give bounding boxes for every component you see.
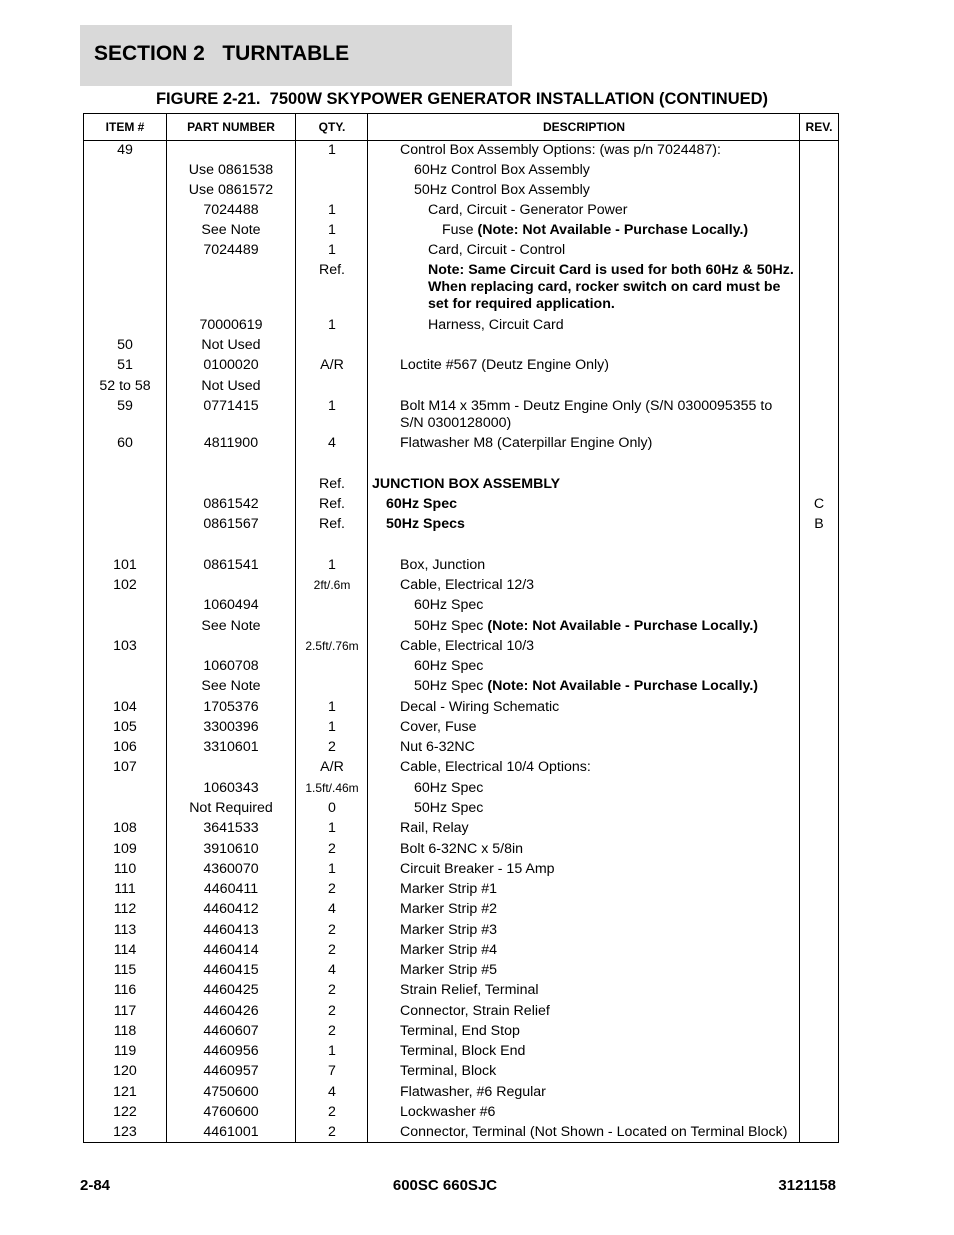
description-text: Cable, Electrical 12/3: [400, 577, 535, 593]
description-text: Strain Relief, Terminal: [400, 982, 539, 998]
description-text: Marker Strip #1: [400, 881, 497, 897]
description-text: Marker Strip #2: [400, 901, 497, 917]
item-number-cell: 103: [113, 638, 137, 654]
description-text: 60Hz Spec: [414, 658, 484, 674]
description-cell: [400, 759, 798, 776]
qty-cell: 4: [328, 435, 336, 451]
description-text: Loctite #567 (Deutz Engine Only): [400, 357, 609, 373]
column-divider: [799, 114, 800, 1142]
qty-cell: 1: [328, 142, 336, 158]
item-number-cell: 117: [113, 1003, 137, 1019]
qty-cell: 2: [328, 881, 336, 897]
qty-cell: 1: [328, 317, 336, 333]
description-text: Cover, Fuse: [400, 719, 477, 735]
qty-cell: 1: [328, 242, 336, 258]
item-number-cell: 108: [113, 820, 137, 836]
section-header-banner: [80, 25, 512, 86]
section-title: SECTION 2 TURNTABLE: [94, 42, 350, 65]
description-cell: [400, 1023, 798, 1040]
description-cell: [400, 398, 798, 432]
part-number-cell: See Note: [201, 618, 261, 634]
qty-cell: 2: [328, 942, 336, 958]
part-number-cell: Not Required: [189, 800, 273, 816]
description-text: Terminal, End Stop: [400, 1023, 520, 1039]
qty-cell: 4: [328, 1084, 336, 1100]
description-note: 50Hz Specs: [386, 516, 465, 532]
description-cell: [400, 435, 798, 452]
description-cell: [414, 618, 798, 635]
part-number-cell: 1060494: [203, 597, 259, 613]
item-number-cell: 116: [113, 982, 137, 998]
part-number-cell: 4461001: [203, 1124, 259, 1140]
description-cell: [428, 317, 798, 334]
description-cell: [414, 800, 798, 817]
item-number-cell: 113: [113, 922, 137, 938]
description-cell: [400, 962, 798, 979]
item-number-cell: 60: [117, 435, 133, 451]
description-text: 60Hz Control Box Assembly: [414, 162, 590, 178]
item-number-cell: 120: [113, 1063, 137, 1079]
qty-cell: 2: [328, 739, 336, 755]
parts-table: [83, 113, 839, 1143]
part-number-cell: Use 0861538: [188, 162, 274, 178]
description-cell: [400, 881, 798, 898]
description-cell: [400, 357, 798, 374]
item-number-cell: 102: [113, 577, 137, 593]
description-text: Fuse: [442, 222, 478, 238]
part-number-cell: 4750600: [203, 1084, 259, 1100]
part-number-cell: 7024488: [203, 202, 259, 218]
description-text: Connector, Strain Relief: [400, 1003, 550, 1019]
description-cell: [400, 922, 798, 939]
item-number-cell: 106: [113, 739, 137, 755]
qty-cell: 1.5ft/.46m: [305, 781, 359, 795]
item-number-cell: 110: [113, 861, 137, 877]
item-number-cell: 122: [113, 1104, 137, 1120]
part-number-cell: 4460414: [203, 942, 259, 958]
description-cell: [414, 182, 798, 199]
part-number-cell: Not Used: [201, 378, 261, 394]
item-number-cell: 50: [117, 337, 133, 353]
part-number-cell: 4460413: [203, 922, 259, 938]
description-note: Note: Same Circuit Card is used for both 60Hz & 50Hz. When replacing card, rocker switch on card must be set for required application.: [428, 262, 794, 312]
description-text: 60Hz Spec: [414, 597, 484, 613]
description-note: 60Hz Spec: [386, 496, 457, 512]
part-number-cell: 70000619: [199, 317, 263, 333]
description-note: (Note: Not Available - Purchase Locally.): [487, 618, 759, 634]
description-text: Marker Strip #3: [400, 922, 497, 938]
description-cell: [400, 739, 798, 756]
description-text: Flatwasher, #6 Regular: [400, 1084, 546, 1100]
description-text: Bolt M14 x 35mm - Deutz Engine Only (S/N 0300095355 to S/N 0300128000): [400, 398, 773, 431]
part-number-cell: 0771415: [203, 398, 259, 414]
part-number-cell: 4460415: [203, 962, 259, 978]
column-header-rev: REV.: [805, 120, 833, 134]
description-cell: [400, 1124, 798, 1141]
qty-cell: 4: [328, 962, 336, 978]
description-text: Cable, Electrical 10/4 Options:: [400, 759, 591, 775]
item-number-cell: 101: [113, 557, 137, 573]
qty-cell: A/R: [320, 357, 344, 373]
description-cell: [400, 142, 798, 159]
description-cell: [386, 516, 798, 533]
part-number-cell: Use 0861572: [188, 182, 274, 198]
column-header-item: ITEM #: [105, 120, 145, 134]
qty-cell: 1: [328, 398, 336, 414]
description-text: Circuit Breaker - 15 Amp: [400, 861, 555, 877]
description-text: Harness, Circuit Card: [428, 317, 564, 333]
qty-cell: Ref.: [318, 476, 346, 492]
model-number: 600SC 660SJC: [392, 1177, 498, 1194]
description-cell: [428, 262, 798, 313]
qty-cell: 0: [328, 800, 336, 816]
part-number-cell: 1060708: [203, 658, 259, 674]
item-number-cell: 105: [113, 719, 137, 735]
revision-cell: C: [813, 496, 825, 512]
qty-cell: 1: [328, 861, 336, 877]
part-number-cell: 4811900: [203, 435, 259, 451]
part-number-cell: 1705376: [203, 699, 259, 715]
description-cell: [372, 476, 798, 493]
part-number-cell: 4460426: [203, 1003, 259, 1019]
qty-cell: 2: [328, 1124, 336, 1140]
part-number-cell: 3910610: [203, 841, 259, 857]
item-number-cell: 123: [113, 1124, 137, 1140]
qty-cell: 2: [328, 1104, 336, 1120]
description-cell: [442, 222, 798, 239]
description-cell: [400, 861, 798, 878]
qty-cell: 2: [328, 922, 336, 938]
description-note: (Note: Not Available - Purchase Locally.): [477, 222, 749, 238]
description-cell: [400, 638, 798, 655]
column-header-description: DESCRIPTION: [542, 120, 625, 134]
description-note: JUNCTION BOX ASSEMBLY: [372, 476, 561, 492]
description-cell: [400, 942, 798, 959]
description-text: 50Hz Spec: [414, 800, 484, 816]
description-text: Terminal, Block End: [400, 1043, 526, 1059]
part-number-cell: 3641533: [203, 820, 259, 836]
description-cell: [400, 719, 798, 736]
qty-cell: 2: [328, 1003, 336, 1019]
description-cell: [400, 820, 798, 837]
item-number-cell: 115: [113, 962, 137, 978]
part-number-cell: 4460412: [203, 901, 259, 917]
part-number-cell: 4760600: [203, 1104, 259, 1120]
description-cell: [400, 982, 798, 999]
description-cell: [400, 841, 798, 858]
qty-cell: Ref.: [318, 496, 346, 512]
description-text: Box, Junction: [400, 557, 486, 573]
description-cell: [414, 597, 798, 614]
qty-cell: 2.5ft/.76m: [305, 639, 359, 653]
item-number-cell: 118: [113, 1023, 137, 1039]
part-number-cell: 4460957: [203, 1063, 259, 1079]
column-header-qty: QTY.: [318, 120, 346, 134]
item-number-cell: 111: [114, 881, 136, 897]
description-cell: [400, 1063, 798, 1080]
description-text: Cable, Electrical 10/3: [400, 638, 535, 654]
description-cell: [400, 1104, 798, 1121]
part-number-cell: 3310601: [203, 739, 259, 755]
description-cell: [414, 678, 798, 695]
qty-cell: 2: [328, 841, 336, 857]
document-number: 3121158: [778, 1177, 836, 1194]
description-text: 50Hz Spec: [414, 678, 488, 694]
part-number-cell: 1060343: [203, 780, 259, 796]
item-number-cell: 114: [113, 942, 137, 958]
description-text: Bolt 6-32NC x 5/8in: [400, 841, 524, 857]
item-number-cell: 119: [113, 1043, 137, 1059]
description-text: Control Box Assembly Options: (was p/n 7024487):: [400, 142, 721, 158]
qty-cell: 2: [328, 982, 336, 998]
description-cell: [400, 699, 798, 716]
part-number-cell: 0100020: [203, 357, 259, 373]
description-text: Flatwasher M8 (Caterpillar Engine Only): [400, 435, 653, 451]
description-text: Rail, Relay: [400, 820, 469, 836]
item-number-cell: 109: [113, 841, 137, 857]
description-cell: [400, 1043, 798, 1060]
description-text: 50Hz Control Box Assembly: [414, 182, 590, 198]
qty-cell: 1: [328, 557, 336, 573]
description-cell: [400, 557, 798, 574]
part-number-cell: 4460607: [203, 1023, 259, 1039]
part-number-cell: 0861542: [203, 496, 259, 512]
item-number-cell: 49: [117, 142, 133, 158]
description-text: Card, Circuit - Control: [428, 242, 566, 258]
item-number-cell: 52 to 58: [99, 378, 151, 394]
part-number-cell: 4460411: [203, 881, 259, 897]
description-text: 50Hz Spec: [414, 618, 488, 634]
description-cell: [414, 162, 798, 179]
revision-cell: B: [814, 516, 824, 532]
page-number: 2-84: [80, 1177, 111, 1194]
qty-cell: Ref.: [318, 516, 346, 532]
item-number-cell: 51: [117, 357, 133, 373]
description-text: Terminal, Block: [400, 1063, 497, 1079]
part-number-cell: 0861541: [203, 557, 259, 573]
figure-title: FIGURE 2-21. 7500W SKYPOWER GENERATOR INSTALLATION (CONTINUED): [155, 90, 769, 108]
qty-cell: 2: [328, 1023, 336, 1039]
part-number-cell: 4460956: [203, 1043, 259, 1059]
item-number-cell: 112: [113, 901, 137, 917]
header-divider: [84, 140, 838, 141]
qty-cell: 1: [328, 719, 336, 735]
description-text: Connector, Terminal (Not Shown - Located on Terminal Block): [400, 1124, 788, 1140]
part-number-cell: See Note: [201, 222, 261, 238]
qty-cell: 1: [328, 820, 336, 836]
column-header-part-number: PART NUMBER: [187, 120, 275, 134]
qty-cell: A/R: [320, 759, 344, 775]
description-text: Card, Circuit - Generator Power: [428, 202, 628, 218]
part-number-cell: 0861567: [203, 516, 259, 532]
part-number-cell: 3300396: [203, 719, 259, 735]
description-cell: [428, 242, 798, 259]
description-cell: [400, 577, 798, 594]
qty-cell: Ref.: [318, 262, 346, 278]
description-text: Nut 6-32NC: [400, 739, 475, 755]
part-number-cell: Not Used: [201, 337, 261, 353]
part-number-cell: 7024489: [203, 242, 259, 258]
part-number-cell: See Note: [201, 678, 261, 694]
description-cell: [400, 1003, 798, 1020]
description-text: Marker Strip #5: [400, 962, 497, 978]
description-note: (Note: Not Available - Purchase Locally.): [487, 678, 759, 694]
part-number-cell: 4460425: [203, 982, 259, 998]
description-cell: [428, 202, 798, 219]
description-text: Marker Strip #4: [400, 942, 497, 958]
qty-cell: 7: [328, 1063, 336, 1079]
part-number-cell: 4360070: [203, 861, 259, 877]
description-cell: [400, 901, 798, 918]
item-number-cell: 104: [113, 699, 137, 715]
qty-cell: 2ft/.6m: [313, 578, 351, 592]
description-text: Decal - Wiring Schematic: [400, 699, 560, 715]
description-text: 60Hz Spec: [414, 780, 484, 796]
qty-cell: 1: [328, 202, 336, 218]
item-number-cell: 107: [113, 759, 137, 775]
description-cell: [414, 780, 798, 797]
item-number-cell: 121: [113, 1084, 137, 1100]
item-number-cell: 59: [117, 398, 133, 414]
description-cell: [400, 1084, 798, 1101]
description-cell: [414, 658, 798, 675]
qty-cell: 1: [328, 699, 336, 715]
qty-cell: 4: [328, 901, 336, 917]
description-cell: [386, 496, 798, 513]
qty-cell: 1: [328, 1043, 336, 1059]
description-text: Lockwasher #6: [400, 1104, 496, 1120]
qty-cell: 1: [328, 222, 336, 238]
